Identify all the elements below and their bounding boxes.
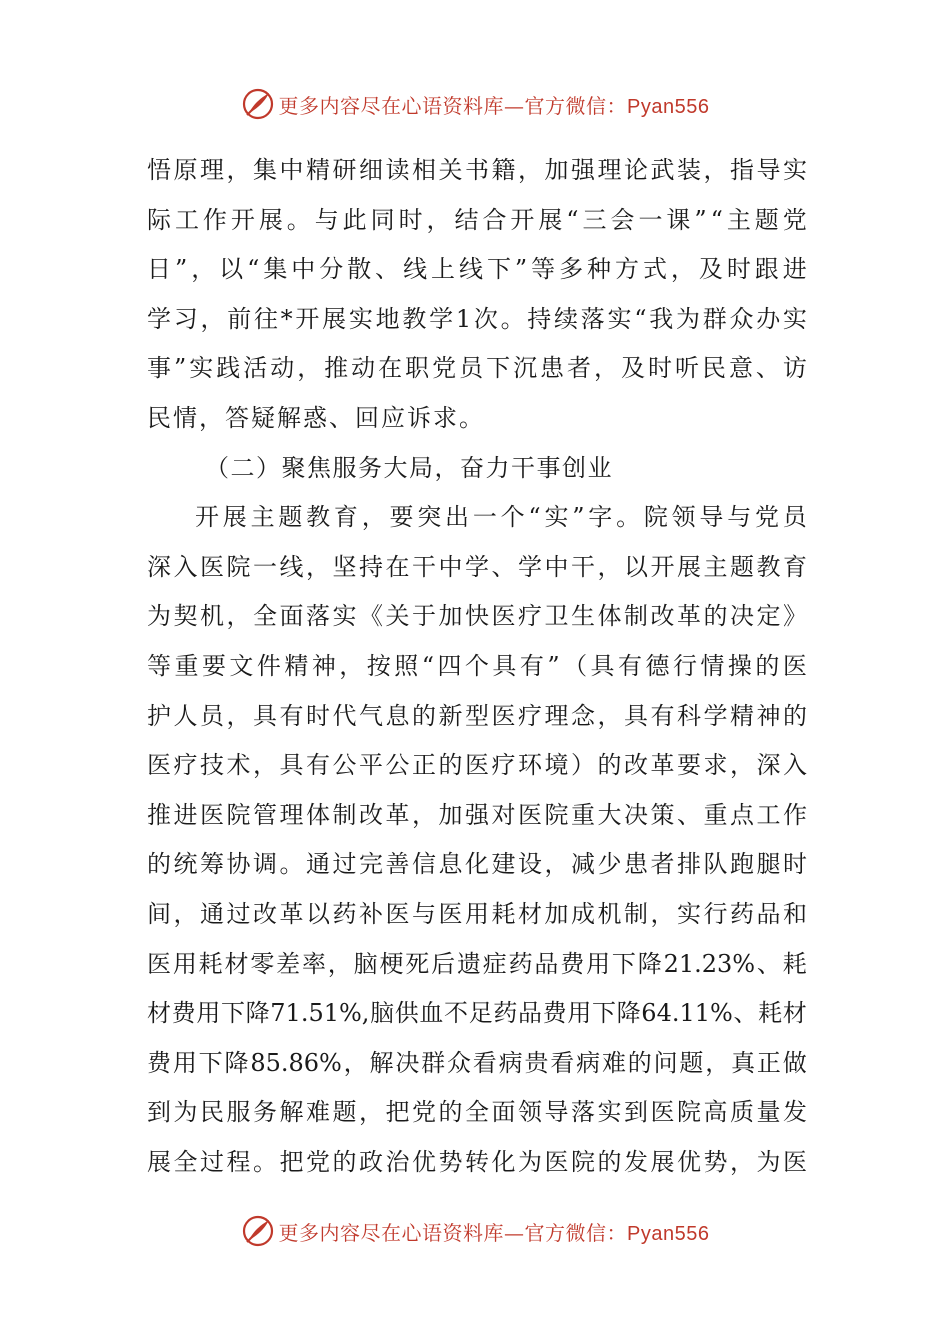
section-line: 开 展 主 题 教 育 ， 要 突 出 一 个 “ 实 ” 字 。 院 领 导 与 党 员	[195, 503, 807, 532]
section-line: 医 疗 技 术 ， 具 有 公 平 公 正 的 医 疗 环 境 ） 的 改 革 要 求 ， 深 入	[147, 751, 807, 780]
document-body	[147, 146, 807, 1187]
section-line: 推 进 医 院 管 理 体 制 改 革 ， 加 强 对 医 院 重 大 决 策 、 重 点 工 作	[147, 800, 807, 829]
section-line: 深 入 医 院 一 线 ， 坚 持 在 干 中 学 、 学 中 干 ， 以 开 展 主 题 教 育	[147, 552, 807, 581]
section-line: 间 ， 通 过 改 革 以 药 补 医 与 医 用 耗 材 加 成 机 制 ， 实 行 药 品 和	[147, 899, 807, 928]
quill-logo-icon	[241, 1214, 275, 1248]
banner-text: 更多内容尽在心语资料库—官方微信：Pyan556	[278, 1220, 710, 1245]
wechat-id: Pyan556	[627, 95, 710, 118]
banner-text: 更多内容尽在心语资料库—官方微信：Pyan556	[278, 93, 710, 118]
body-line: 学 习 ， 前 往 * 开 展 实 地 教 学 1 次 。 持 续 落 实 “ 我 为 群 众 办 实	[147, 304, 807, 333]
section-line: 的 统 筹 协 调 。 通 过 完 善 信 息 化 建 设 ， 减 少 患 者 排 队 跑 腿 时	[147, 850, 807, 879]
body-line: 民情，答疑解惑、回应诉求。	[147, 403, 485, 432]
section-line: 医 用 耗 材 零 差 率 ， 脑 梗 死 后 遗 症 药 品 费 用 下 降 21.23% 、 耗	[147, 949, 807, 978]
footer-watermark-banner	[0, 1211, 950, 1251]
section-line: 展 全 过 程 。 把 党 的 政 治 优 势 转 化 为 医 院 的 发 展 优 势 ， 为 医	[147, 1147, 807, 1176]
header-watermark-banner	[0, 84, 950, 124]
body-line: 际 工 作 开 展 。 与 此 同 时 ， 结 合 开 展 “ 三 会 一 课 ” “ 主 题 党	[147, 205, 807, 234]
section-line: 为 契 机 ， 全 面 落 实 《 关 于 加 快 医 疗 卫 生 体 制 改 革 的 决 定 》	[147, 602, 807, 631]
section-line: 等 重 要 文 件 精 神 ， 按 照 “ 四 个 具 有 ” （ 具 有 德 行 情 操 的 医	[147, 651, 807, 680]
section-line: 材 费 用 下 降 71.51%, 脑 供 血 不 足 药 品 费 用 下 降 64.11% 、 耗 材	[147, 999, 807, 1028]
section-line: 护 人 员 ， 具 有 时 代 气 息 的 新 型 医 疗 理 念 ， 具 有 科 学 精 神 的	[147, 701, 807, 730]
quill-logo-icon	[241, 87, 275, 121]
wechat-id: Pyan556	[627, 1222, 710, 1245]
section-line: 到 为 民 服 务 解 难 题 ， 把 党 的 全 面 领 导 落 实 到 医 院 高 质 量 发	[147, 1098, 807, 1127]
section-heading: （二）聚焦服务大局，奋力干事创业	[205, 453, 613, 482]
body-line: 事 ” 实 践 活 动 ， 推 动 在 职 党 员 下 沉 患 者 ， 及 时 听 民 意 、 访	[147, 354, 807, 383]
body-line: 日 ” ， 以 “ 集 中 分 散 、 线 上 线 下 ” 等 多 种 方 式 ， 及 时 跟 进	[147, 255, 807, 284]
body-line: 悟 原 理 ， 集 中 精 研 细 读 相 关 书 籍 ， 加 强 理 论 武 装 ， 指 导 实	[147, 156, 807, 184]
section-line: 费 用 下 降 85.86% ， 解 决 群 众 看 病 贵 看 病 难 的 问 题 ， 真 正 做	[147, 1048, 807, 1077]
